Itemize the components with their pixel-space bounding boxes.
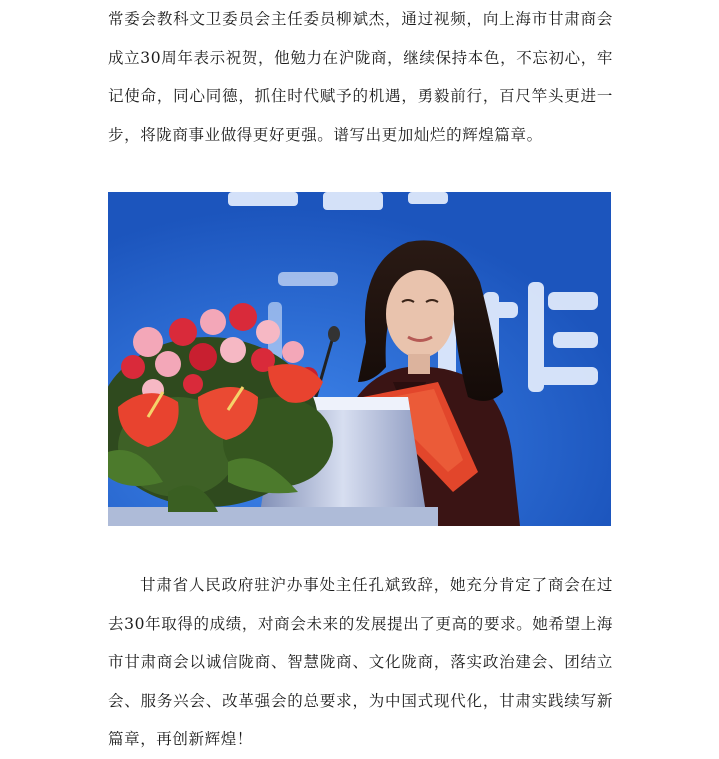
speaker-photo-illustration <box>108 192 611 526</box>
speaker-photo <box>108 192 611 526</box>
article-paragraph-bottom: 甘肃省人民政府驻沪办事处主任孔斌致辞，她充分肯定了商会在过去30年取得的成绩，对商会未来的发展提出了更高的要求。她希望上海市甘肃商会以诚信陇商、智慧陇商、文化陇商，落实政治建会、团结立会、服务兴会、改革强会的总要求，为中国式现代化，甘肃实践续写新篇章，再创新辉煌！ <box>108 576 613 748</box>
article-paragraph-top: 常委会教科文卫委员会主任委员柳斌杰，通过视频，向上海市甘肃商会成立30周年表示祝贺，他勉力在沪陇商，继续保持本色，不忘初心，牢记使命，同心同德，抓住时代赋予的机遇，勇毅前行，百尺竿头更进一步，将陇商事业做得更好更强。谱写出更加灿烂的辉煌篇章。 <box>108 10 613 144</box>
